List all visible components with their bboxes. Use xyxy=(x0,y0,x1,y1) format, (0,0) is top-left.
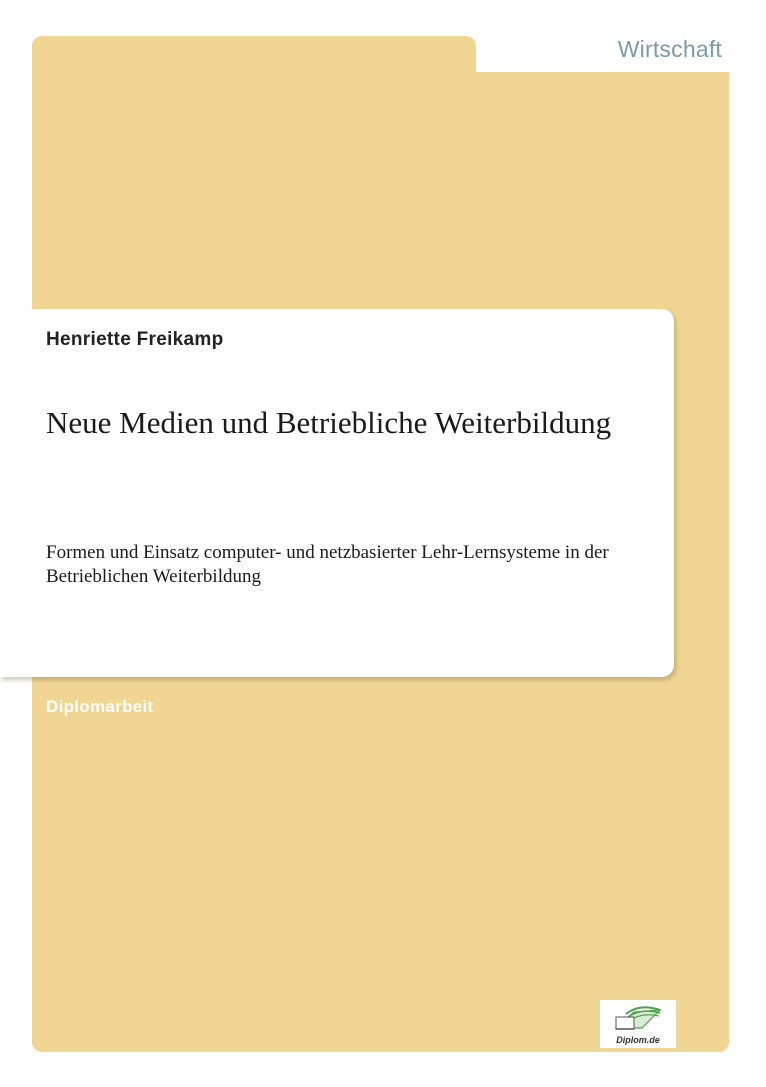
book-title: Neue Medien und Betriebliche Weiterbildung xyxy=(46,405,612,440)
book-subtitle: Formen und Einsatz computer- und netzbasierter Lehr-Lernsysteme in der Betrieblichen Weiterbildung xyxy=(46,542,609,587)
category-label: Wirtschaft xyxy=(617,36,722,62)
publisher-name: Diplom.de xyxy=(616,1035,660,1045)
title-card xyxy=(0,309,674,677)
publisher-logo xyxy=(600,1000,676,1048)
author-name: Henriette Freikamp xyxy=(46,329,224,350)
book-icon xyxy=(612,1004,664,1034)
document-type-label: Diplomarbeit xyxy=(46,697,154,716)
